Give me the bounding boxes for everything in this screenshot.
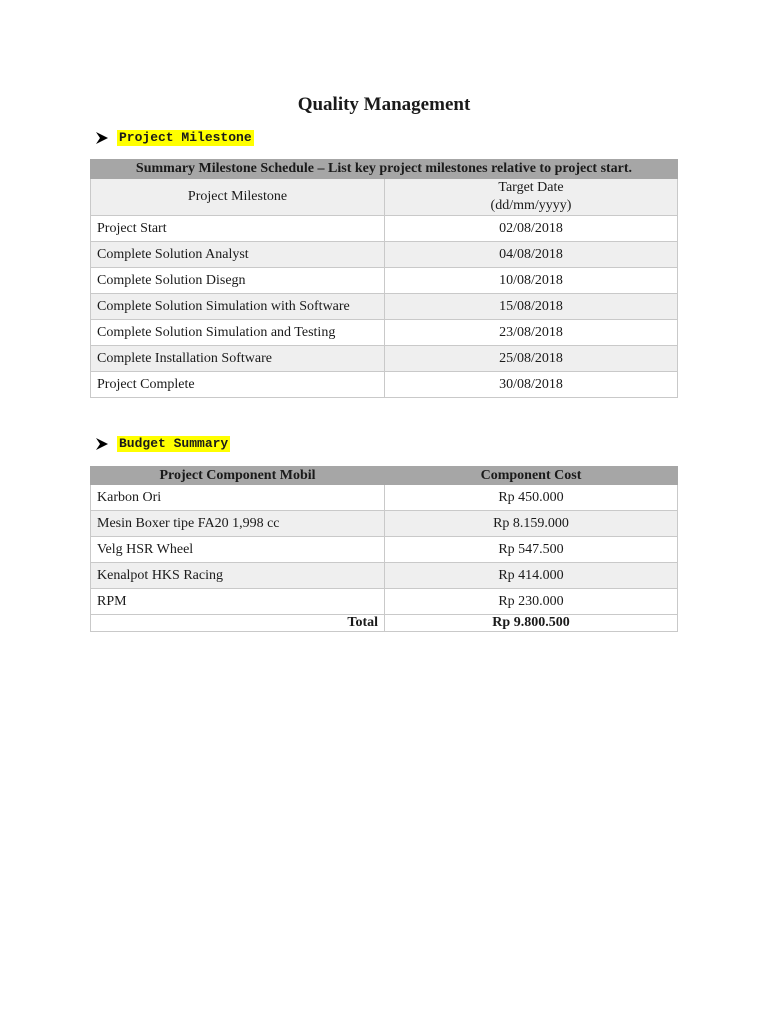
milestone-name: Project Complete (91, 372, 385, 398)
budget-table (90, 466, 678, 632)
milestone-row (91, 216, 678, 242)
milestone-date: 04/08/2018 (385, 242, 678, 268)
component-cost: Rp 414.000 (385, 563, 678, 589)
milestone-date: 15/08/2018 (385, 294, 678, 320)
milestone-date: 23/08/2018 (385, 320, 678, 346)
milestone-name: Complete Solution Analyst (91, 242, 385, 268)
budget-row (91, 589, 678, 615)
budget-row (91, 563, 678, 589)
component-name: Karbon Ori (91, 485, 385, 511)
component-name: Mesin Boxer tipe FA20 1,998 cc (91, 511, 385, 537)
cost-col-header: Component Cost (385, 467, 678, 485)
milestone-date: 25/08/2018 (385, 346, 678, 372)
arrow-bullet-icon (95, 131, 109, 145)
milestone-section-heading (95, 130, 254, 146)
date-col-header-line1: Target Date (498, 180, 564, 195)
budget-row (91, 511, 678, 537)
milestone-row (91, 268, 678, 294)
budget-row (91, 485, 678, 511)
milestone-row (91, 242, 678, 268)
milestone-row (91, 320, 678, 346)
total-label: Total (91, 615, 385, 632)
milestone-col-header: Project Milestone (91, 179, 385, 216)
component-cost: Rp 8.159.000 (385, 511, 678, 537)
component-cost: Rp 450.000 (385, 485, 678, 511)
page-title: Quality Management (297, 94, 471, 115)
date-col-header (385, 179, 678, 216)
component-col-header: Project Component Mobil (91, 467, 385, 485)
milestone-date: 10/08/2018 (385, 268, 678, 294)
milestone-name: Complete Solution Simulation with Software (91, 294, 385, 320)
component-name: Kenalpot HKS Racing (91, 563, 385, 589)
budget-row (91, 537, 678, 563)
milestone-row (91, 294, 678, 320)
budget-section-heading (95, 436, 230, 452)
component-cost: Rp 230.000 (385, 589, 678, 615)
budget-header-row (91, 467, 678, 485)
milestone-name: Complete Solution Disegn (91, 268, 385, 294)
component-name: RPM (91, 589, 385, 615)
budget-total-row (91, 615, 678, 632)
milestone-name: Complete Solution Simulation and Testing (91, 320, 385, 346)
milestone-table-caption: Summary Milestone Schedule – List key project milestones relative to project start. (91, 160, 678, 179)
milestone-row (91, 372, 678, 398)
date-col-header-line2: (dd/mm/yyyy) (490, 198, 572, 213)
milestone-name: Complete Installation Software (91, 346, 385, 372)
arrow-bullet-icon (95, 437, 109, 451)
milestone-date: 02/08/2018 (385, 216, 678, 242)
milestone-row (91, 346, 678, 372)
milestone-heading-text: Project Milestone (119, 130, 252, 145)
total-value: Rp 9.800.500 (385, 615, 678, 632)
component-name: Velg HSR Wheel (91, 537, 385, 563)
milestone-date: 30/08/2018 (385, 372, 678, 398)
milestone-table (90, 159, 678, 398)
budget-heading-text: Budget Summary (119, 436, 229, 451)
milestone-name: Project Start (91, 216, 385, 242)
component-cost: Rp 547.500 (385, 537, 678, 563)
milestone-header-row (91, 179, 678, 216)
